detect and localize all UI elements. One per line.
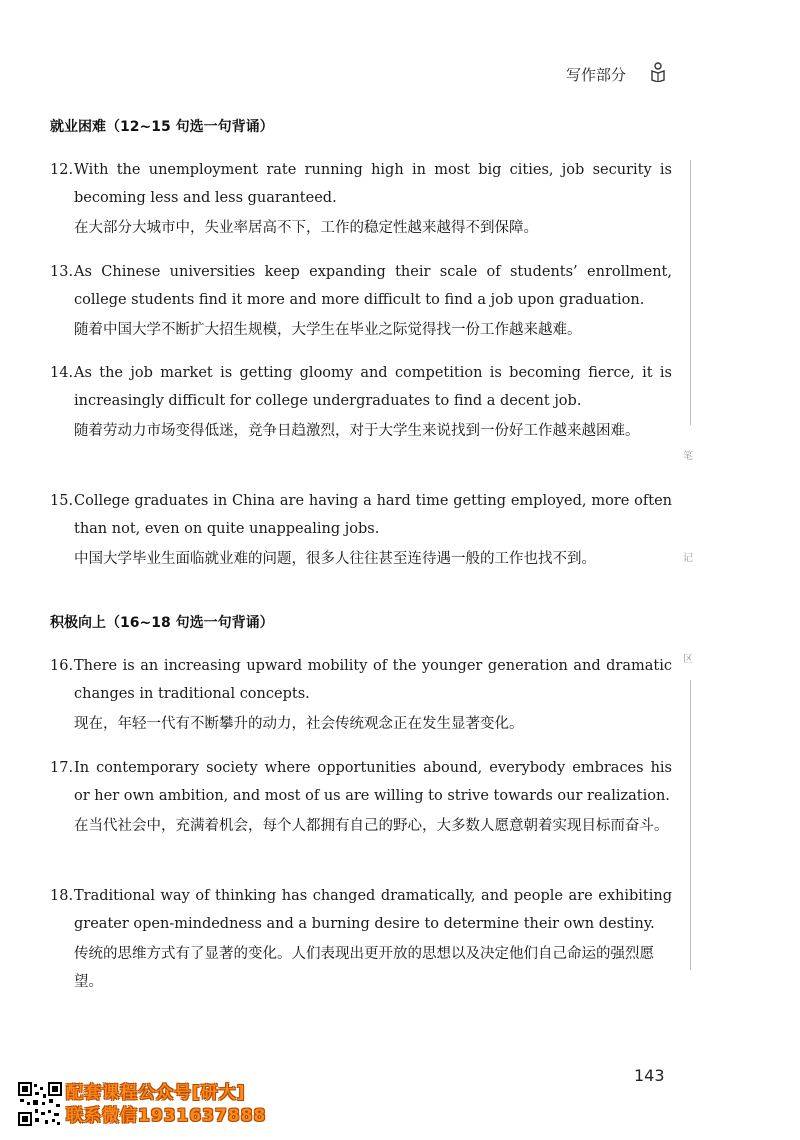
section-heading-employment: 就业困难（12~15 句选一句背诵）: [50, 119, 274, 135]
sentence-item: [50, 487, 672, 573]
watermark-line-1: 配套课程公众号[研大]: [66, 1083, 246, 1103]
side-note-label: 记: [683, 553, 693, 564]
side-note-label: 笔: [683, 451, 693, 462]
page-number: 143: [634, 1066, 665, 1085]
sentence-chinese: 中国大学毕业生面临就业难的问题，很多人往往甚至连待遇一般的工作也找不到。: [74, 551, 596, 567]
sentence-number: 16.: [50, 658, 74, 674]
sentence-english: College graduates in China are having a hard time getting employed, more often than not, even on quite unappealing jobs.: [74, 493, 672, 537]
margin-rule-bottom: [690, 680, 691, 970]
sentence-chinese: 在当代社会中，充满着机会，每个人都拥有自己的野心，大多数人愿意朝着实现目标而奋斗。: [74, 818, 669, 834]
section-heading-positive: 积极向上（16~18 句选一句背诵）: [50, 615, 274, 631]
sentence-item: [50, 258, 672, 344]
sentence-chinese: 随着中国大学不断扩大招生规模，大学生在毕业之际觉得找一份工作越来越难。: [74, 322, 582, 338]
sentence-number: 13.: [50, 264, 74, 280]
sentence-number: 12.: [50, 162, 74, 178]
sentence-english: With the unemployment rate running high in most big cities, job security is becoming less and less guaranteed.: [74, 162, 672, 206]
margin-rule-top: [690, 160, 691, 425]
sentence-chinese: 随着劳动力市场变得低迷，竞争日趋激烈，对于大学生来说找到一份好工作越来越困难。: [74, 423, 640, 439]
sentence-chinese: 在大部分大城市中，失业率居高不下，工作的稳定性越来越得不到保障。: [74, 220, 538, 236]
sentence-number: 15.: [50, 493, 74, 509]
sentence-number: 14.: [50, 365, 74, 381]
sentence-english: There is an increasing upward mobility of the younger generation and dramatic changes in traditional concepts.: [74, 658, 672, 702]
watermark-line-2: 联系微信1931637888: [66, 1106, 267, 1126]
running-header-title: 写作部分: [566, 66, 627, 84]
sentence-english: Traditional way of thinking has changed dramatically, and people are exhibiting greater open-mindedness and a burning desire to determine their own destiny.: [74, 888, 672, 932]
sentence-number: 18.: [50, 888, 74, 904]
side-note-label: 区: [683, 654, 693, 665]
sentence-chinese: 传统的思维方式有了显著的变化。人们表现出更开放的思想以及决定他们自己命运的强烈愿望。: [74, 946, 654, 990]
qr-code-icon: [18, 1082, 62, 1126]
sentence-english: In contemporary society where opportunities abound, everybody embraces his or her own ambition, and most of us are willing to strive towards our realization.: [74, 760, 672, 804]
sentence-item: [50, 882, 672, 996]
sentence-item: [50, 359, 672, 445]
sentence-english: As the job market is getting gloomy and competition is becoming fierce, it is increasingly difficult for college undergraduates to find a decent job.: [74, 365, 672, 409]
sentence-english: As Chinese universities keep expanding their scale of students’ enrollment, college students find it more and more difficult to find a job upon graduation.: [74, 264, 672, 308]
sentence-chinese: 现在，年轻一代有不断攀升的动力，社会传统观念正在发生显著变化。: [74, 716, 524, 732]
sentence-number: 17.: [50, 760, 74, 776]
sentence-item: [50, 156, 672, 242]
sentence-item: [50, 754, 672, 840]
book-reader-icon: [650, 62, 666, 82]
sentence-item: [50, 652, 672, 738]
